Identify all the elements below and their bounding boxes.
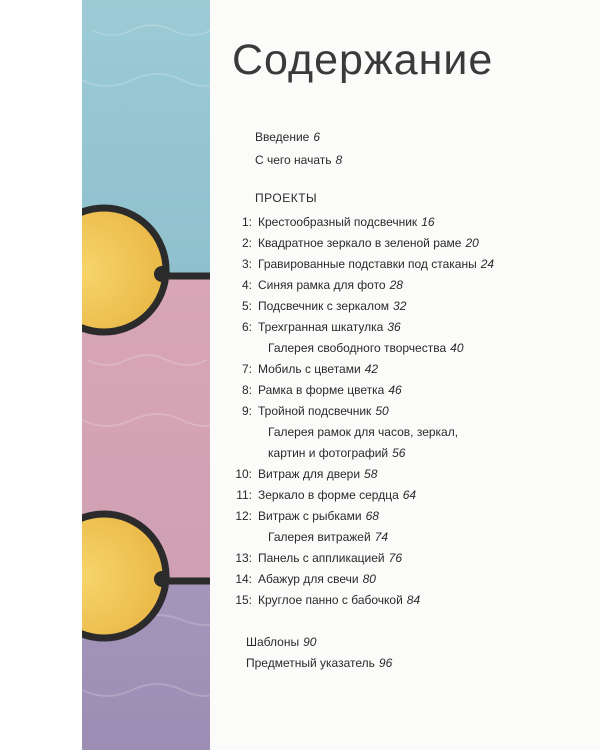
entry-label: Синяя рамка для фото bbox=[258, 278, 386, 292]
entry-page: 68 bbox=[365, 509, 379, 523]
entry-label: Введение bbox=[255, 130, 310, 144]
entry-number: 6: bbox=[241, 320, 252, 334]
intro-list bbox=[255, 126, 342, 172]
entry-number bbox=[222, 443, 252, 464]
entry-page: 58 bbox=[364, 467, 378, 481]
entry-label: Галерея витражей bbox=[268, 530, 371, 544]
entry-page: 28 bbox=[389, 278, 403, 292]
toc-entry bbox=[222, 443, 494, 464]
toc-entry bbox=[222, 296, 494, 317]
entry-label: Рамка в форме цветка bbox=[258, 383, 385, 397]
projects-list bbox=[222, 212, 494, 611]
entry-page: 84 bbox=[406, 593, 421, 607]
entry-page: 8 bbox=[335, 153, 343, 167]
toc-entry bbox=[222, 317, 494, 338]
entry-number bbox=[222, 527, 252, 548]
entry-label: Галерея рамок для часов, зеркал, bbox=[268, 425, 459, 439]
toc-entry bbox=[222, 422, 494, 443]
entry-label: Шаблоны bbox=[246, 635, 300, 649]
entry-page: 40 bbox=[450, 341, 464, 355]
entry-label: Мобиль с цветами bbox=[258, 362, 361, 376]
entry-label: Тройной подсвечник bbox=[258, 404, 372, 418]
entry-number: 14: bbox=[235, 572, 252, 586]
entry-page: 32 bbox=[393, 299, 407, 313]
entry-label: Квадратное зеркало в зеленой раме bbox=[258, 236, 462, 250]
toc-entry bbox=[222, 485, 494, 506]
page-title: Содержание bbox=[232, 36, 494, 84]
entry-number: 5: bbox=[241, 299, 252, 313]
entry-page: 24 bbox=[480, 257, 495, 271]
entry-number: 1: bbox=[241, 215, 252, 229]
entry-page: 90 bbox=[303, 635, 317, 649]
entry-label: Галерея свободного творчества bbox=[268, 341, 447, 355]
entry-label: Круглое панно с бабочкой bbox=[258, 593, 403, 607]
entry-page: 74 bbox=[374, 530, 389, 544]
entry-page: 36 bbox=[387, 320, 401, 334]
toc-entry bbox=[222, 359, 494, 380]
entry-page: 6 bbox=[313, 130, 321, 144]
toc-entry bbox=[222, 527, 494, 548]
entry-page: 20 bbox=[465, 236, 479, 250]
toc-entry bbox=[255, 126, 342, 149]
entry-number: 4: bbox=[241, 278, 252, 292]
toc-entry bbox=[222, 338, 494, 359]
projects-heading: ПРОЕКТЫ bbox=[255, 191, 318, 205]
appendix-list bbox=[246, 632, 392, 674]
entry-page: 46 bbox=[388, 383, 402, 397]
entry-number: 10: bbox=[235, 467, 252, 481]
entry-page: 76 bbox=[388, 551, 402, 565]
entry-number: 11: bbox=[236, 488, 252, 502]
entry-page: 42 bbox=[364, 362, 379, 376]
toc-entry bbox=[222, 212, 494, 233]
toc-entry bbox=[246, 653, 392, 674]
entry-number: 15: bbox=[235, 593, 252, 607]
entry-number bbox=[222, 422, 252, 443]
entry-label: Гравированные подставки под стаканы bbox=[258, 257, 477, 271]
toc-entry bbox=[222, 590, 494, 611]
toc-entry bbox=[222, 401, 494, 422]
entry-page: 96 bbox=[378, 656, 393, 670]
entry-label: Подсвечник с зеркалом bbox=[258, 299, 390, 313]
entry-number: 7: bbox=[241, 362, 252, 376]
toc-entry bbox=[246, 632, 392, 653]
entry-label: С чего начать bbox=[255, 153, 332, 167]
entry-label: Крестообразный подсвечник bbox=[258, 215, 418, 229]
entry-number: 8: bbox=[241, 383, 252, 397]
toc-entry bbox=[222, 380, 494, 401]
entry-label: Витраж для двери bbox=[258, 467, 361, 481]
entry-page: 56 bbox=[392, 446, 406, 460]
entry-label: Предметный указатель bbox=[246, 656, 375, 670]
entry-number: 2: bbox=[241, 236, 252, 250]
toc-entry bbox=[222, 254, 494, 275]
entry-number: 12: bbox=[235, 509, 252, 523]
toc-entry bbox=[222, 506, 494, 527]
entry-label: Панель с аппликацией bbox=[258, 551, 385, 565]
entry-number: 13: bbox=[235, 551, 252, 565]
entry-page: 64 bbox=[402, 488, 417, 502]
toc-entry bbox=[255, 149, 342, 172]
entry-page: 50 bbox=[375, 404, 389, 418]
entry-label: Абажур для свечи bbox=[258, 572, 359, 586]
toc-entry bbox=[222, 464, 494, 485]
entry-label: Зеркало в форме сердца bbox=[258, 488, 399, 502]
entry-label: картин и фотографий bbox=[268, 446, 389, 460]
entry-page: 16 bbox=[421, 215, 435, 229]
entry-label: Витраж с рыбками bbox=[258, 509, 362, 523]
toc-entry bbox=[222, 275, 494, 296]
entry-number: 3: bbox=[241, 257, 252, 271]
entry-page: 80 bbox=[362, 572, 376, 586]
toc-entry bbox=[222, 548, 494, 569]
toc-entry bbox=[222, 233, 494, 254]
entry-number: 9: bbox=[241, 404, 252, 418]
entry-label: Трехгранная шкатулка bbox=[258, 320, 384, 334]
toc-entry bbox=[222, 569, 494, 590]
entry-number bbox=[222, 338, 252, 359]
